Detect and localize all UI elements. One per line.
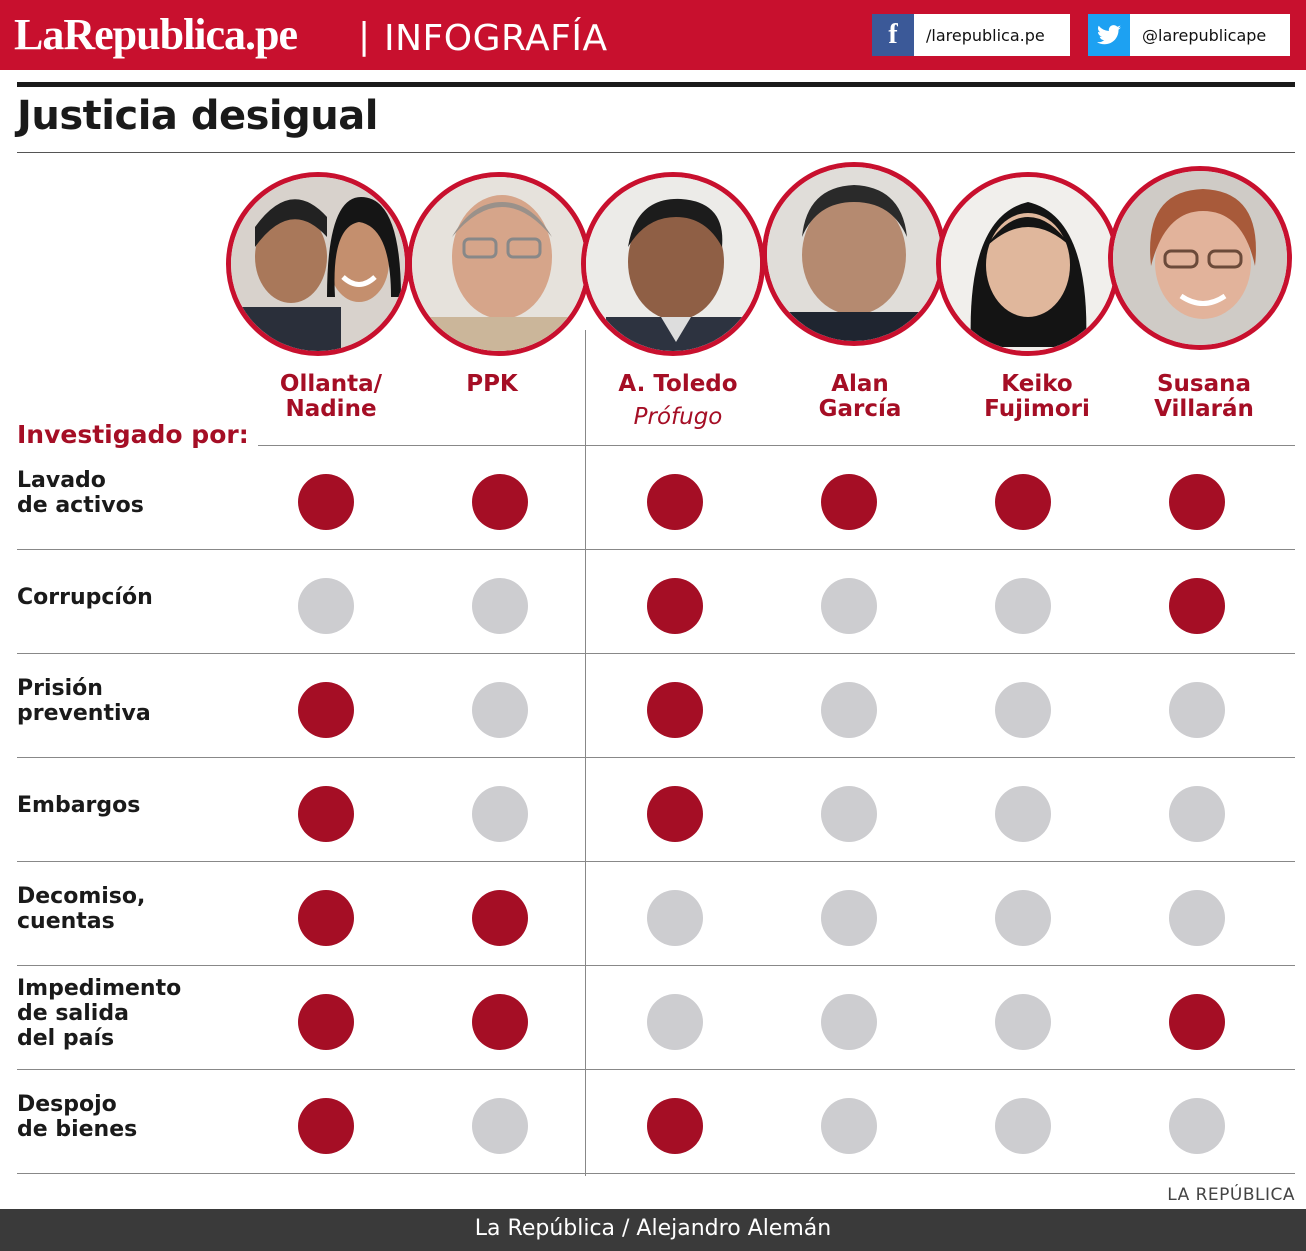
indicator-active (298, 994, 354, 1050)
indicator-active (1169, 994, 1225, 1050)
indicator-active (1169, 474, 1225, 530)
indicator-inactive (1169, 786, 1225, 842)
indicator-active (298, 474, 354, 530)
twitter-icon (1088, 14, 1130, 56)
row-divider (17, 965, 1295, 966)
row-label: Prisión preventiva (17, 676, 151, 726)
indicator-inactive (472, 578, 528, 634)
person-note-toledo: Prófugo (633, 404, 723, 430)
indicator-active (298, 786, 354, 842)
indicator-inactive (995, 994, 1051, 1050)
indicator-active (298, 1098, 354, 1154)
row-label: Decomiso, cuentas (17, 884, 146, 934)
indicator-inactive (821, 1098, 877, 1154)
person-name-alan-garcia: Alan García (818, 371, 902, 422)
portrait-ollanta-nadine (226, 172, 410, 356)
row-divider (17, 1173, 1295, 1174)
header-separator: | (358, 16, 371, 57)
row-divider (17, 1069, 1295, 1070)
indicator-inactive (298, 578, 354, 634)
row-label: Impedimento de salida del país (17, 975, 182, 1051)
indicator-inactive (821, 786, 877, 842)
person-name-ollanta-nadine: Ollanta/ Nadine (279, 371, 383, 422)
site-logo[interactable]: LaRepublica.pe (14, 10, 298, 59)
portrait-toledo (581, 172, 765, 356)
indicator-inactive (1169, 890, 1225, 946)
facebook-link[interactable] (872, 14, 1070, 56)
indicator-inactive (995, 682, 1051, 738)
twitter-label: @larepublicape (1142, 25, 1267, 45)
indicator-active (647, 682, 703, 738)
row-label: Embargos (17, 792, 141, 818)
indicator-inactive (821, 994, 877, 1050)
indicator-active (472, 474, 528, 530)
person-name-susana-villaran: Susana Villarán (1154, 371, 1254, 422)
row-divider (17, 653, 1295, 654)
indicator-inactive (1169, 1098, 1225, 1154)
row-divider (17, 861, 1295, 862)
indicator-active (1169, 578, 1225, 634)
row-label: Corrupcíón (17, 584, 153, 610)
indicator-inactive (821, 682, 877, 738)
indicator-inactive (472, 786, 528, 842)
indicator-active (647, 578, 703, 634)
title-underline (17, 152, 1295, 153)
facebook-label: /larepublica.pe (926, 25, 1045, 45)
portrait-ppk (407, 172, 591, 356)
indicator-inactive (472, 682, 528, 738)
indicator-inactive (995, 890, 1051, 946)
footer-credit: La República / Alejandro Alemán (0, 1209, 1306, 1251)
indicator-active (647, 786, 703, 842)
page-title: Justicia desigual (17, 93, 378, 139)
row-divider (17, 757, 1295, 758)
indicator-inactive (821, 890, 877, 946)
indicator-inactive (995, 1098, 1051, 1154)
indicator-active (472, 890, 528, 946)
indicator-inactive (647, 994, 703, 1050)
indicator-inactive (472, 1098, 528, 1154)
indicator-active (647, 474, 703, 530)
header-bar (0, 0, 1306, 70)
row-label: Lavado de activos (17, 468, 144, 518)
indicator-inactive (821, 578, 877, 634)
title-rule (17, 82, 1295, 87)
person-name-toledo: A. Toledo (618, 371, 738, 397)
indicator-inactive (995, 578, 1051, 634)
grid-top-line (258, 445, 1295, 446)
twitter-link[interactable] (1088, 14, 1290, 56)
indicator-active (647, 1098, 703, 1154)
source-label: LA REPÚBLICA (1167, 1185, 1295, 1205)
indicator-inactive (647, 890, 703, 946)
indicator-active (821, 474, 877, 530)
section-title: INFOGRAFÍA (384, 18, 608, 59)
indicator-active (298, 682, 354, 738)
row-divider (17, 549, 1295, 550)
indicator-inactive (1169, 682, 1225, 738)
person-name-ppk: PPK (466, 371, 518, 397)
column-divider (585, 330, 586, 1176)
indicator-active (995, 474, 1051, 530)
portrait-keiko-fujimori (936, 172, 1120, 356)
person-name-keiko-fujimori: Keiko Fujimori (984, 371, 1090, 422)
row-header-label: Investigado por: (17, 420, 249, 449)
portrait-alan-garcia (762, 162, 946, 346)
indicator-active (298, 890, 354, 946)
indicator-inactive (995, 786, 1051, 842)
facebook-icon: f (872, 14, 914, 56)
indicator-active (472, 994, 528, 1050)
row-label: Despojo de bienes (17, 1092, 138, 1142)
portrait-susana-villaran (1108, 166, 1292, 350)
